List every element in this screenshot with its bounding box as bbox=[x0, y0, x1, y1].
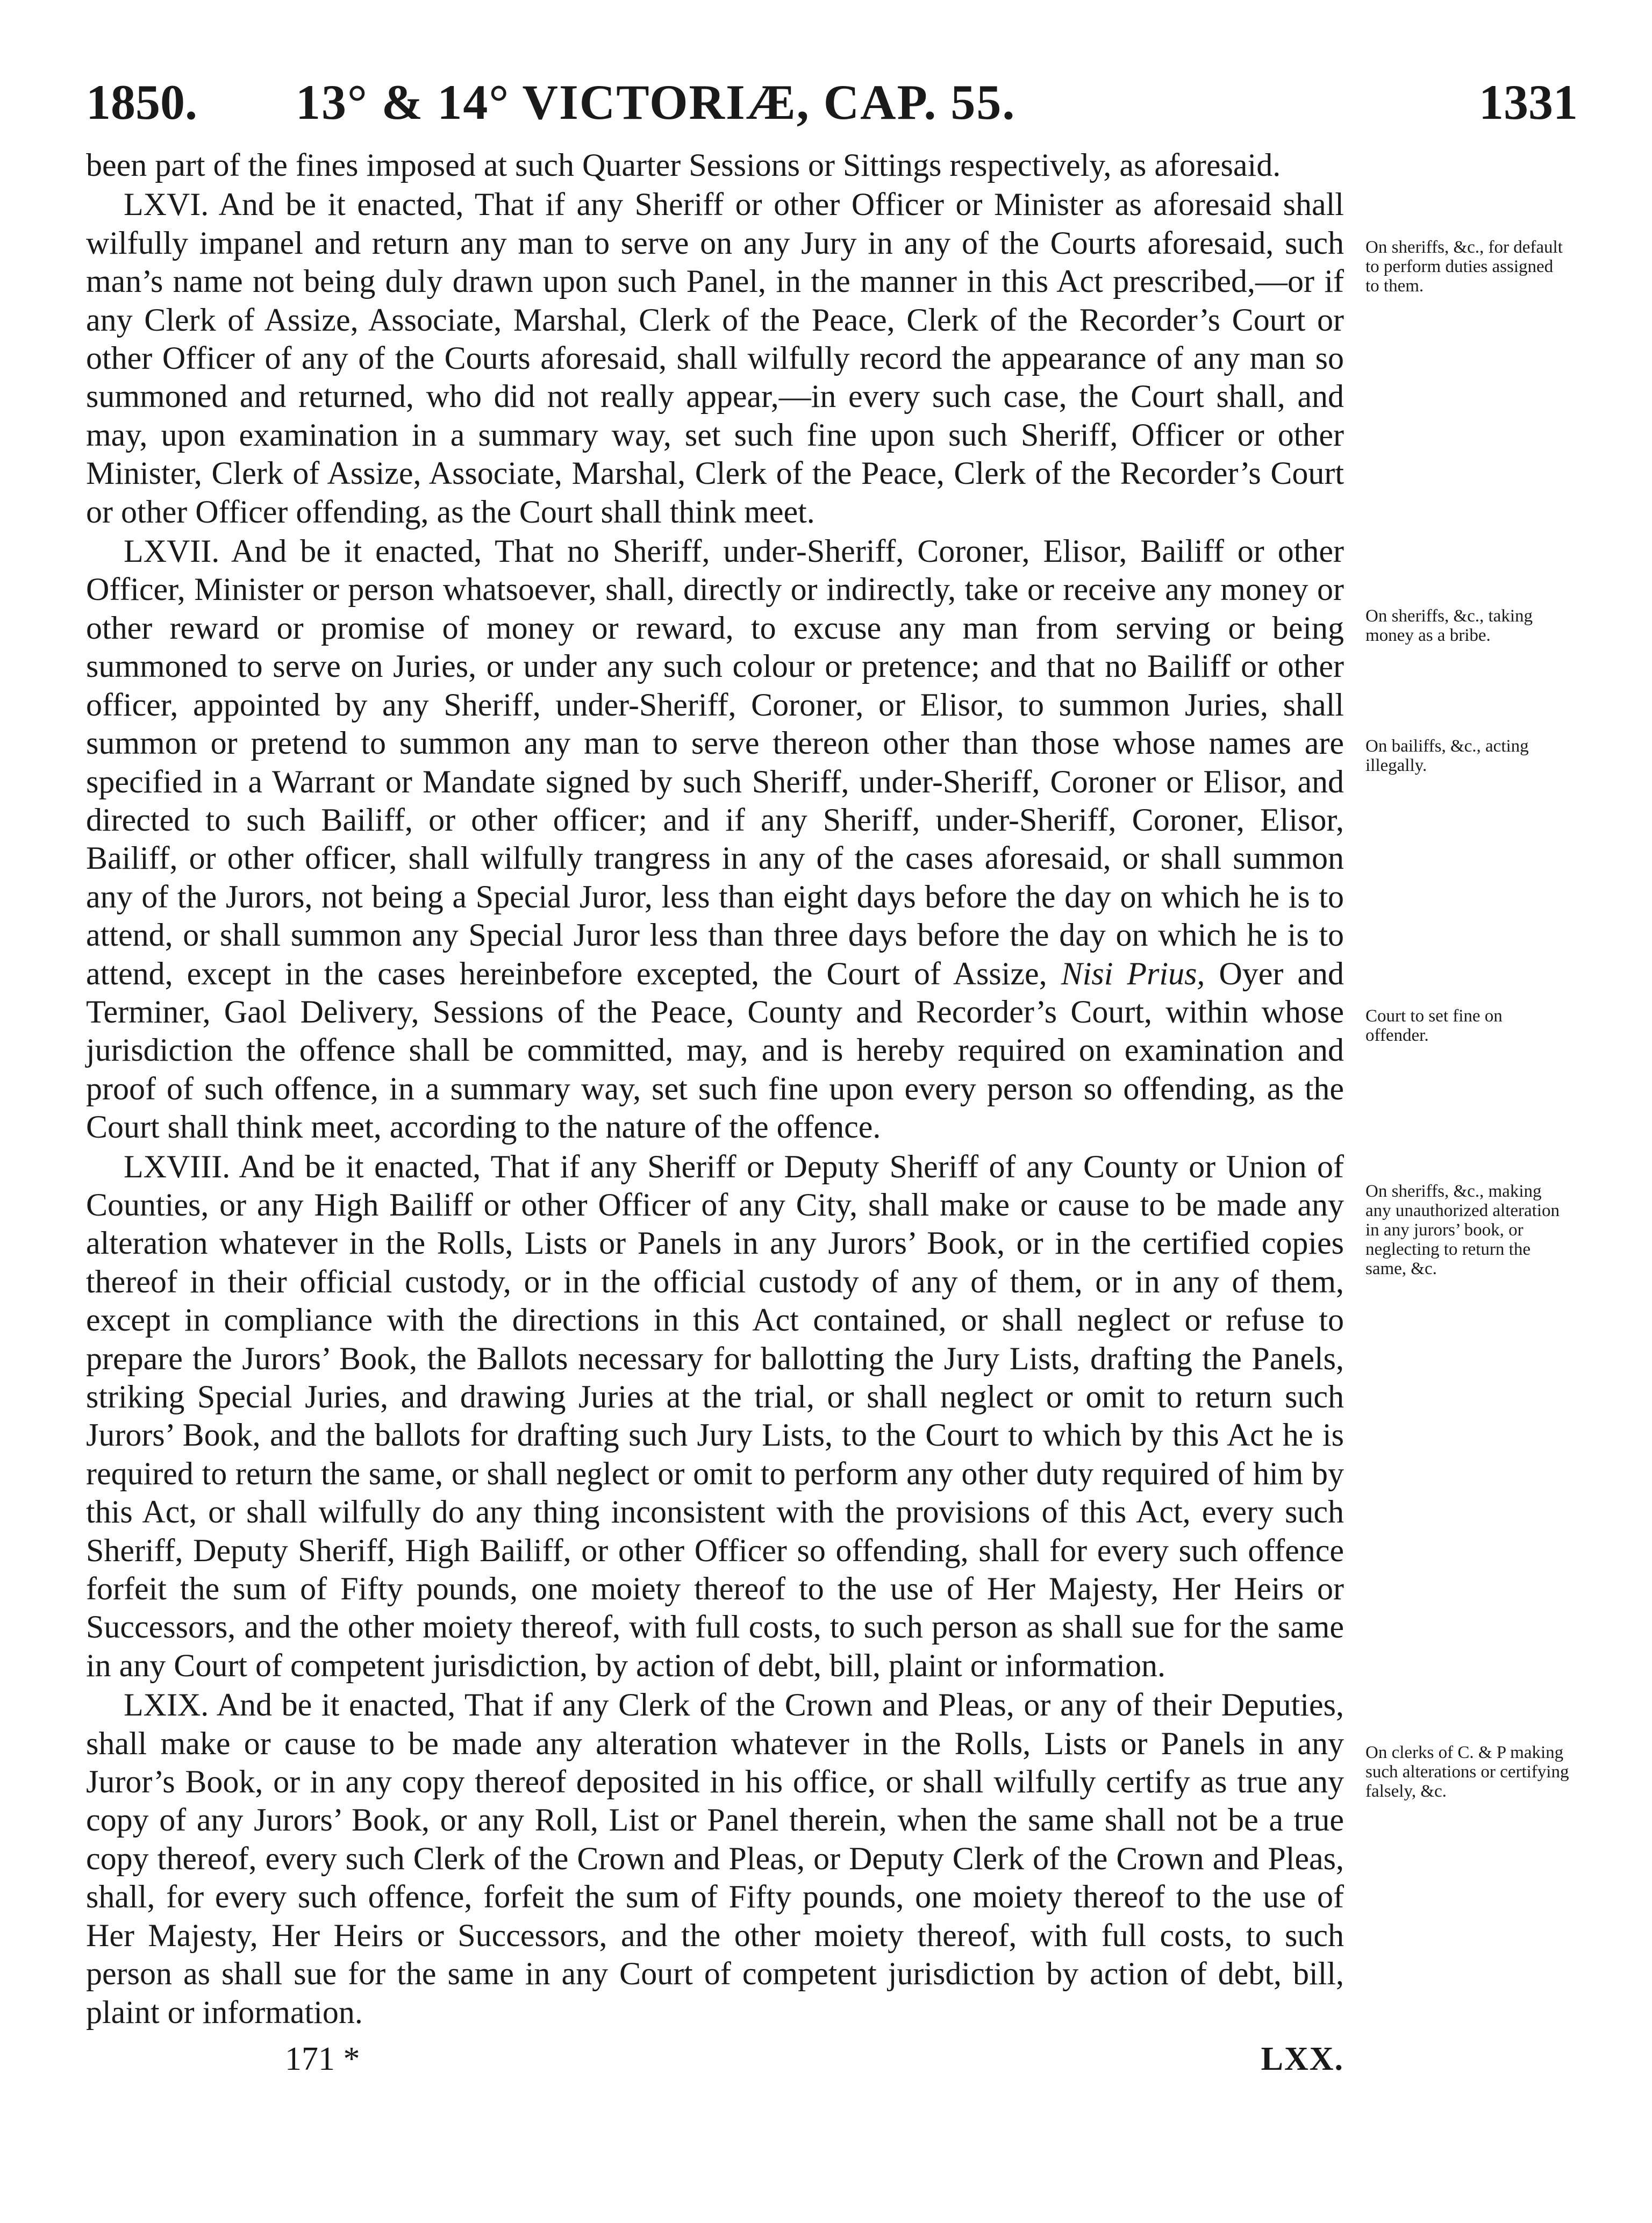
section-text: And be it enacted, That if any Clerk of the Crown and Pleas, or any of their Deputies, shall make or cause to be made any alteration whatever in the Rolls, Lists or Panels in any Juror’s Book, or in any copy thereof deposited in his office, or shall wilfully certify as true any copy of any Jurors’ Book, or any Roll, List or Panel therein, when the same shall not be a true copy thereof, every such Clerk of the Crown and Pleas, or Deputy Clerk of the Crown and Pleas, shall, for every such offence, forfeit the sum of Fifty pounds, one moiety thereof to the use of Her Majesty, Her Heirs or Successors, and the other moiety thereof, with full costs, to such person as shall sue for the same in any Court of competent jurisdiction by action of debt, bill, plaint or information. bbox=[86, 1687, 1344, 2030]
page-footer bbox=[86, 2038, 1344, 2081]
section-text: And be it enacted, That if any Sheriff or Deputy Sheriff of any County or Union of Counties, or any High Bailiff or other Officer of any City, shall make or cause to be made any alteration whatever in the Rolls, Lists or Panels in any Jurors’ Book, or in the certified copies thereof in their official custody, or in the official custody of any of them, or in any of them, except in compliance with the directions in this Act contained, or shall neglect or refuse to prepare the Jurors’ Book, the Ballots necessary for ballotting the Jury Lists, drafting the Panels, striking Special Juries, and drawing Juries at the trial, or shall neglect or omit to return such Jurors’ Book, and the ballots for drafting such Jury Lists, to the Court to which by this Act he is required to return the same, or shall neglect or omit to perform any other duty required of him by this Act, or shall wilfully do any thing inconsistent with the provisions of this Act, every such Sheriff, Deputy Sheriff, High Bailiff, or other Officer so offending, shall for every such offence forfeit the sum of Fifty pounds, one moiety thereof to the use of Her Majesty, Her Heirs or Successors, and the other moiety thereof, with full costs, to such person as shall sue for the same in any Court of competent jurisdiction, by action of debt, bill, plaint or information. bbox=[86, 1148, 1344, 1683]
margin-note: On bailiffs, &c., acting illegally. bbox=[1365, 737, 1529, 775]
running-header bbox=[86, 70, 1578, 134]
signature-mark: 171 * bbox=[285, 2041, 360, 2077]
section-68 bbox=[86, 1148, 1344, 1685]
section-67 bbox=[86, 532, 1344, 1147]
section-text: And be it enacted, That no Sheriff, under-Sheriff, Coroner, Elisor, Bailiff or other Officer, Minister or person whatsoever, shall, directly or indirectly, take or receive any money or other reward or promise of money or reward, to excuse any man from serving or being summoned to serve on Juries, or under any such colour or pretence; and that no Bailiff or other officer, appointed by any Sheriff, under-Sheriff, Coroner, or Elisor, to summon Juries, shall summon or pretend to summon any man to serve thereon other than those whose names are specified in a Warrant or Mandate signed by such Sheriff, under-Sheriff, Coroner or Elisor, and directed to such Bailiff, or other officer; and if any Sheriff, under-Sheriff, Coroner, Elisor, Bailiff, or other officer, shall wilfully trangress in any of the cases aforesaid, or shall summon any of the Jurors, not being a Special Juror, less than eight days before the day on which he is to attend, or shall summon any Special Juror less than three days before the day on which he is to attend, except in the cases hereinbefore excepted, the Court of Assize, bbox=[86, 533, 1344, 991]
section-number: LXVIII. bbox=[124, 1148, 231, 1184]
section-text: Oyer and Terminer, Gaol Delivery, Sessions of the Peace, County and Recorder’s Court, within whose jurisdiction the offence shall be committed, may, and is hereby required on examination and proof of such offence, in a summary way, set such fine upon every person so offending, as the Court shall think meet, according to the nature of the offence. bbox=[86, 955, 1345, 1145]
header-title: 13° & 14° VICTORIÆ, CAP. 55. bbox=[296, 75, 1016, 130]
section-number: LXVII. bbox=[124, 533, 220, 569]
page-number: 1331 bbox=[1479, 75, 1578, 130]
margin-note: Court to set fine on offender. bbox=[1365, 1006, 1503, 1045]
header-year: 1850. bbox=[86, 75, 197, 130]
margin-note: On sheriffs, &c., for default to perform duties assigned to them. bbox=[1365, 238, 1563, 296]
continuation-paragraph: been part of the fines imposed at such Quarter Sessions or Sittings respectively, as aforesaid. bbox=[86, 147, 1281, 183]
body-text bbox=[86, 146, 1344, 2032]
section-number: LXVI. bbox=[124, 187, 209, 223]
catchword: LXX. bbox=[1261, 2041, 1344, 2077]
margin-note: On sheriffs, &c., making any unauthorized alteration in any jurors’ book, or neglecting to return the same, &c. bbox=[1365, 1182, 1560, 1278]
section-number: LXIX. bbox=[124, 1687, 209, 1723]
section-text: And be it enacted, That if any Sheriff or other Officer or Minister as aforesaid shall wilfully impanel and return any man to serve on any Jury in any of the Courts aforesaid, such man’s name not being duly drawn upon such Panel, in the manner in this Act prescribed,—or if any Clerk of Assize, Associate, Marshal, Clerk of the Peace, Clerk of the Recorder’s Court or other Officer of any of the Courts aforesaid, shall wilfully record the appearance of any man so summoned and returned, who did not really appear,—in every such case, the Court shall, and may, upon examination in a summary way, set such fine upon such Sheriff, Officer or other Minister, Clerk of Assize, Associate, Marshal, Clerk of the Peace, Clerk of the Recorder’s Court or other Officer offending, as the Court shall think meet. bbox=[86, 187, 1344, 530]
margin-note: On clerks of C. & P making such alterations or certifying falsely, &c. bbox=[1365, 1743, 1569, 1801]
margin-note: On sheriffs, &c., taking money as a bribe. bbox=[1365, 606, 1533, 645]
section-66 bbox=[86, 185, 1344, 531]
section-text-italic: Nisi Prius, bbox=[1061, 955, 1205, 991]
section-69 bbox=[86, 1686, 1344, 2032]
